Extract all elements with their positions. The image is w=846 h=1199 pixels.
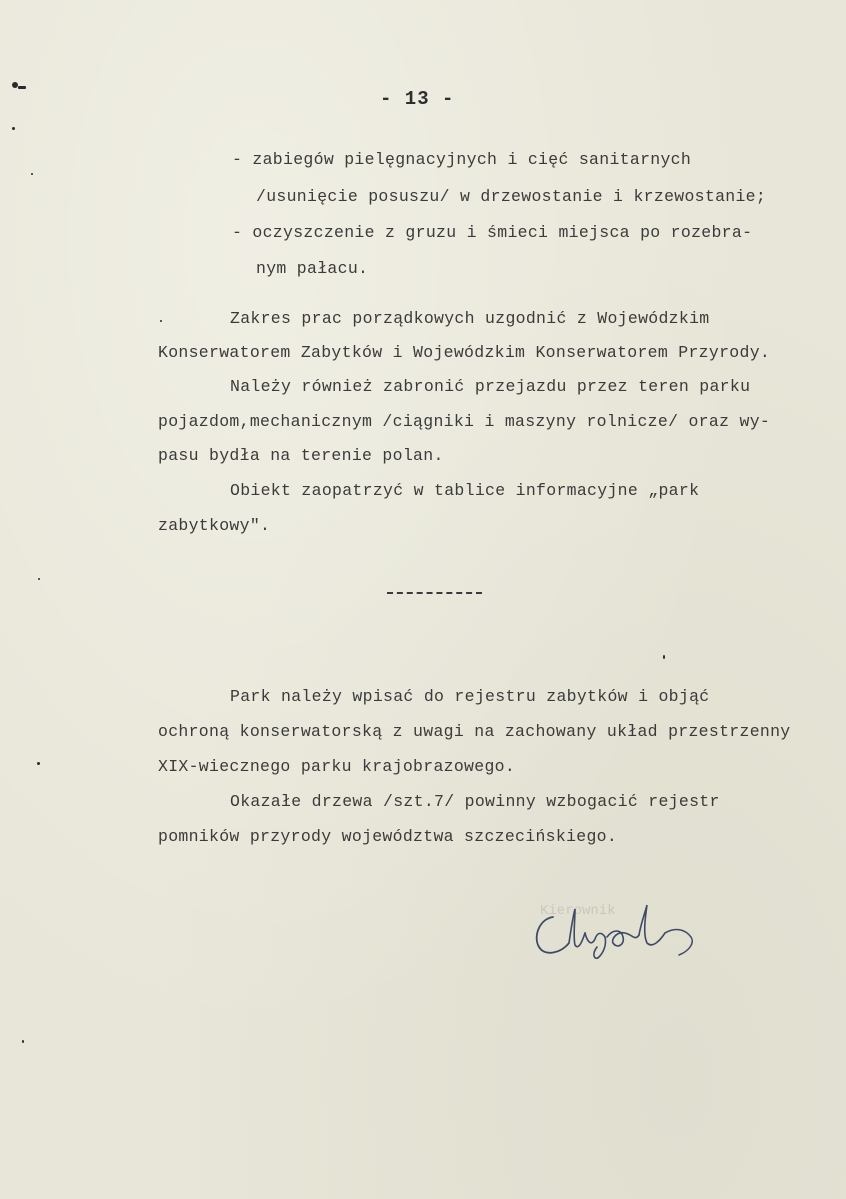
margin-mark bbox=[31, 173, 33, 175]
text-line: Okazałe drzewa /szt.7/ powinny wzbogacić rejestr bbox=[230, 792, 720, 811]
page-number: - 13 - bbox=[380, 88, 455, 110]
text-line: XIX-wiecznego parku krajobrazowego. bbox=[158, 757, 516, 776]
margin-mark bbox=[663, 655, 665, 659]
text-line: ochroną konserwatorską z uwagi na zachowany układ przestrzenny bbox=[158, 722, 791, 741]
margin-mark bbox=[18, 86, 26, 89]
margin-mark bbox=[22, 1040, 24, 1043]
margin-mark bbox=[160, 320, 162, 322]
text-line: - oczyszczenie z gruzu i śmieci miejsca po rozebra- bbox=[232, 223, 753, 242]
text-line: nym pałacu. bbox=[256, 259, 369, 278]
section-separator bbox=[387, 592, 482, 594]
margin-mark bbox=[38, 578, 40, 580]
text-line: Konserwatorem Zabytków i Wojewódzkim Konserwatorem Przyrody. bbox=[158, 343, 771, 362]
text-line: Park należy wpisać do rejestru zabytków i objąć bbox=[230, 687, 710, 706]
text-line: /usunięcie posuszu/ w drzewostanie i krzewostanie; bbox=[256, 187, 767, 206]
text-line: pomników przyrody województwa szczecińskiego. bbox=[158, 827, 618, 846]
margin-mark bbox=[12, 127, 15, 130]
text-line: Obiekt zaopatrzyć w tablice informacyjne „park bbox=[230, 481, 700, 500]
text-line: Zakres prac porządkowych uzgodnić z Wojewódzkim bbox=[230, 309, 710, 328]
text-line: Należy również zabronić przejazdu przez teren parku bbox=[230, 377, 751, 396]
stamp-label: Kierownik bbox=[540, 903, 616, 919]
text-line: pasu bydła na terenie polan. bbox=[158, 446, 444, 465]
margin-mark bbox=[37, 762, 40, 765]
text-line: - zabiegów pielęgnacyjnych i cięć sanitarnych bbox=[232, 150, 692, 169]
text-line: pojazdom,mechanicznym /ciągniki i maszyny rolnicze/ oraz wy- bbox=[158, 412, 771, 431]
text-line: zabytkowy". bbox=[158, 516, 271, 535]
handwritten-signature bbox=[525, 895, 715, 975]
